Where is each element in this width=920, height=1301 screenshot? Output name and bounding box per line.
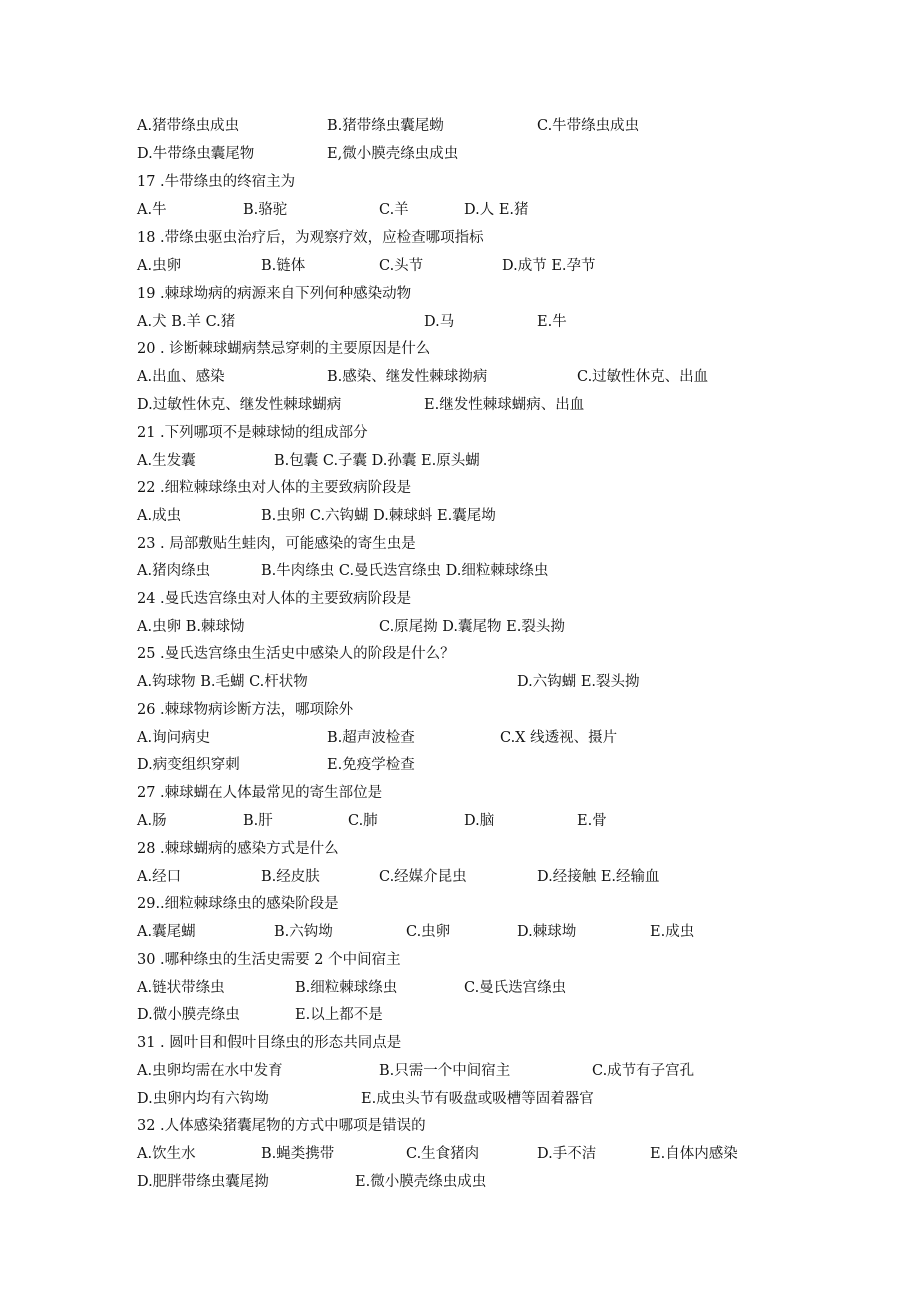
answer-option: B.只需一个中间宿主	[379, 1063, 511, 1079]
answer-option: B.包囊 C.子囊 D.孙囊 E.原头蝴	[274, 453, 480, 469]
answer-option: C.生食猪肉	[406, 1146, 480, 1162]
answer-option: A.出血、感染	[137, 369, 225, 385]
answer-option: D.病变组织穿刺	[137, 757, 240, 773]
answer-option: B.猪带绦虫囊尾蚴	[327, 118, 444, 134]
answer-option: C.肺	[348, 813, 378, 829]
question-text: 28 .棘球蝴病的感染方式是什么	[137, 841, 339, 857]
answer-option: B.链体	[261, 258, 306, 274]
answer-option: D.人 E.猪	[464, 202, 529, 218]
answer-option: B.六钩坳	[274, 924, 333, 940]
answer-option: A.成虫	[137, 508, 182, 524]
answer-option: C.原尾拗 D.囊尾物 E.裂头拗	[379, 619, 565, 635]
answer-option: A.虫卵 B.棘球恸	[137, 619, 245, 635]
answer-option: A.肠	[137, 813, 167, 829]
answer-option: D.脑	[464, 813, 495, 829]
answer-option: A.猪肉绦虫	[137, 563, 211, 579]
answer-option: A.钩球物 B.毛蝴 C.杆状物	[137, 674, 308, 690]
answer-option: B.感染、继发性棘球拗病	[327, 369, 488, 385]
answer-option: B.经皮肤	[261, 869, 320, 885]
answer-option: B.牛肉绦虫 C.曼氏迭宫绦虫 D.细粒棘球绦虫	[261, 563, 549, 579]
answer-option: C.头节	[379, 258, 424, 274]
answer-option: E.成虫头节有吸盘或吸槽等固着器官	[361, 1091, 594, 1107]
answer-option: D.棘球坳	[517, 924, 577, 940]
question-text: 24 .曼氏迭宫绦虫对人体的主要致病阶段是	[137, 591, 412, 607]
question-text: 27 .棘球蝴在人体最常见的寄生部位是	[137, 785, 383, 801]
question-text: 25 .曼氏迭宫绦虫生活史中感染人的阶段是什么？	[137, 646, 455, 662]
question-text: 31 . 圆叶目和假叶目绦虫的形态共同点是	[137, 1035, 402, 1051]
answer-option: D.微小膜壳绦虫	[137, 1007, 240, 1023]
answer-option: C.牛带绦虫成虫	[537, 118, 640, 134]
question-text: 26 .棘球物病诊断方法，哪项除外	[137, 702, 354, 718]
question-text: 19 .棘球坳病的病源来自下列何种感染动物	[137, 286, 412, 302]
answer-option: C.X 线透视、摄片	[500, 730, 618, 746]
question-text: 23 . 局部敷贴生蛙肉，可能感染的寄生虫是	[137, 536, 416, 552]
answer-option: D.马	[424, 314, 455, 330]
answer-option: A.虫卵均需在水中发育	[137, 1063, 283, 1079]
answer-option: C.曼氏迭宫绦虫	[464, 980, 567, 996]
answer-option: C.成节有子宫孔	[592, 1063, 695, 1079]
answer-option: E.微小膜壳绦虫成虫	[355, 1174, 487, 1190]
answer-option: D.手不洁	[537, 1146, 597, 1162]
answer-option: A.链状带绦虫	[137, 980, 225, 996]
answer-option: A.饮生水	[137, 1146, 196, 1162]
answer-option: C.经媒介昆虫	[379, 869, 467, 885]
answer-option: B.超声波检查	[327, 730, 415, 746]
answer-option: A.囊尾蝴	[137, 924, 196, 940]
question-text: 32 .人体感染猪囊尾物的方式中哪项是错误的	[137, 1118, 426, 1134]
question-text: 21 .下列哪项不是棘球恸的组成部分	[137, 425, 368, 441]
answer-option: A.虫卵	[137, 258, 182, 274]
question-text: 29..细粒棘球绦虫的感染阶段是	[137, 896, 339, 912]
question-text: 30 .哪种绦虫的生活史需要 2 个中间宿主	[137, 952, 401, 968]
answer-option: D.牛带绦虫囊尾物	[137, 146, 255, 162]
answer-option: E.以上都不是	[295, 1007, 383, 1023]
answer-option: B.骆驼	[243, 202, 288, 218]
answer-option: E,微小膜壳绦虫成虫	[327, 146, 459, 162]
answer-option: D.过敏性休克、继发性棘球蝴病	[137, 397, 342, 413]
answer-option: A.牛	[137, 202, 167, 218]
answer-option: A.生发囊	[137, 453, 196, 469]
answer-option: A.经口	[137, 869, 182, 885]
answer-option: E.骨	[577, 813, 607, 829]
question-text: 20 . 诊断棘球蝴病禁忌穿刺的主要原因是什么	[137, 341, 431, 357]
question-text: 17 .牛带绦虫的终宿主为	[137, 174, 296, 190]
answer-option: D.虫卵内均有六钩坳	[137, 1091, 269, 1107]
answer-option: C.虫卵	[406, 924, 451, 940]
answer-option: E.继发性棘球蝴病、出血	[424, 397, 585, 413]
answer-option: D.成节 E.孕节	[502, 258, 596, 274]
answer-option: D.肥胖带绦虫囊尾拗	[137, 1174, 269, 1190]
answer-option: B.蝇类携带	[261, 1146, 335, 1162]
answer-option: E.免疫学检查	[327, 757, 415, 773]
answer-option: D.六钩蝴 E.裂头拗	[517, 674, 640, 690]
question-text: 22 .细粒棘球绦虫对人体的主要致病阶段是	[137, 480, 412, 496]
answer-option: D.经接触 E.经输血	[537, 869, 660, 885]
answer-option: B.肝	[243, 813, 273, 829]
question-text: 18 .带绦虫驱虫治疗后，为观察疗效，应检查哪项指标	[137, 230, 484, 246]
answer-option: B.虫卵 C.六钩蝴 D.棘球蚪 E.囊尾坳	[261, 508, 496, 524]
answer-option: A.犬 B.羊 C.猪	[137, 314, 236, 330]
answer-option: E.牛	[537, 314, 567, 330]
answer-option: E.成虫	[650, 924, 695, 940]
answer-option: A.猪带绦虫成虫	[137, 118, 240, 134]
answer-option: C.羊	[379, 202, 409, 218]
answer-option: B.细粒棘球绦虫	[295, 980, 398, 996]
answer-option: E.自体内感染	[650, 1146, 738, 1162]
answer-option: A.询问病史	[137, 730, 211, 746]
answer-option: C.过敏性休克、出血	[577, 369, 709, 385]
